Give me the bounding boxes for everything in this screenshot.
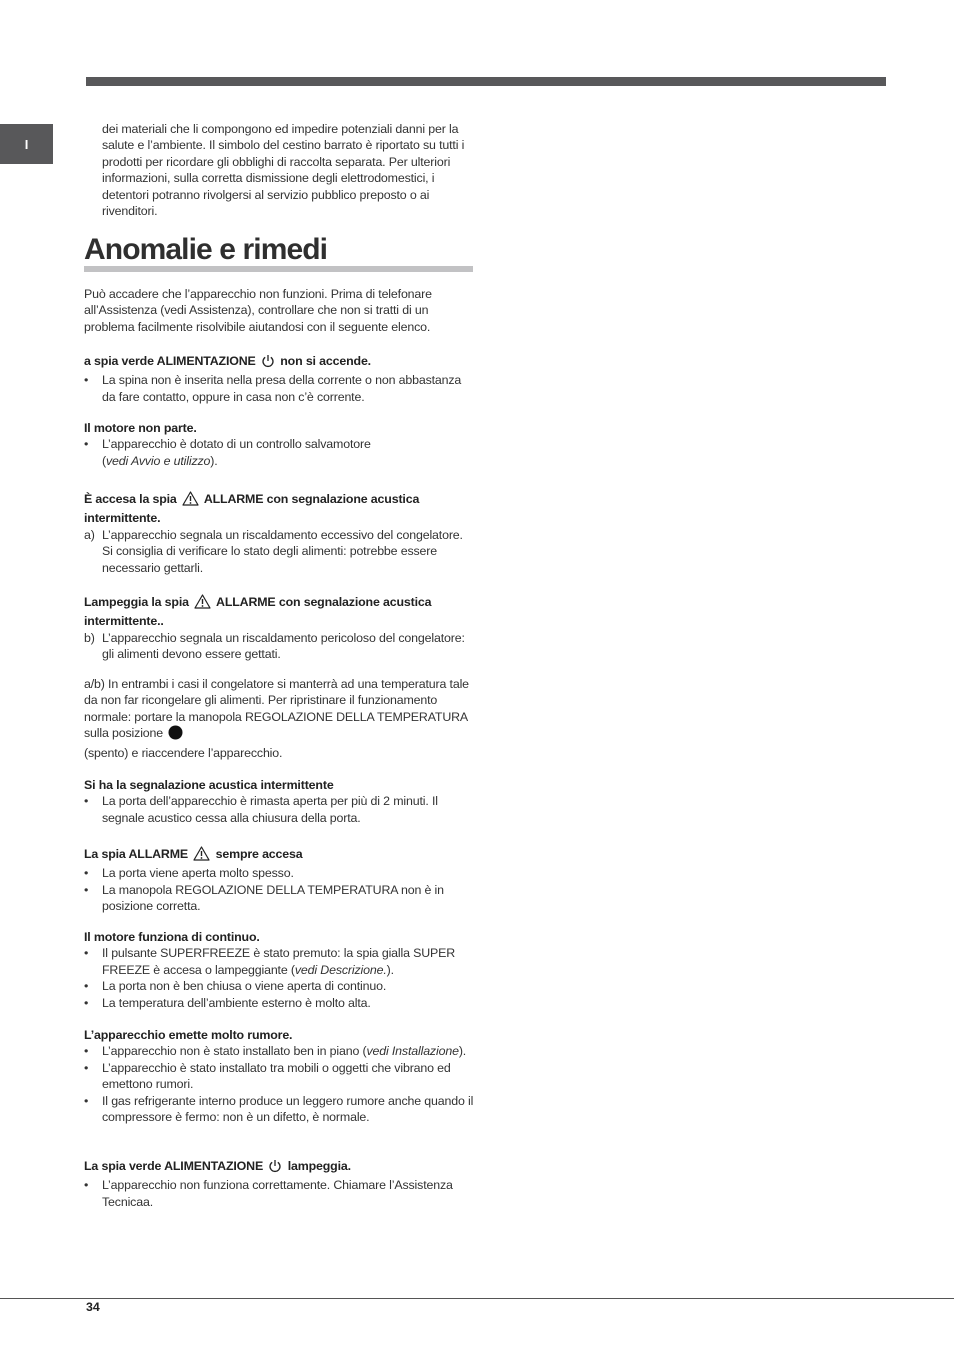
item-list: [84, 372, 476, 405]
item-text: (: [102, 453, 106, 468]
language-tab-label: I: [24, 136, 29, 152]
bullet-marker: •: [84, 1093, 89, 1108]
item-list: [84, 865, 476, 914]
item-text: L’apparecchio segnala un riscaldamento eccessivo del congelatore. Si consiglia di verificare lo stato degli alimenti: potrebbe essere necessario gettarli.: [102, 527, 463, 575]
list-item: [84, 978, 476, 994]
section-power-light-off: [84, 353, 476, 405]
list-item: [84, 1043, 476, 1059]
list-item: [84, 372, 476, 405]
list-item: [84, 865, 476, 881]
bullet-marker: •: [84, 373, 89, 388]
item-text: La porta viene aperta molto spesso.: [102, 866, 294, 881]
heading-text: lampeggia.: [287, 1159, 351, 1173]
off-position-dot-icon: [168, 725, 183, 744]
section-restore-note: [84, 676, 476, 761]
warning-icon: [194, 594, 211, 613]
item-marker: b): [84, 630, 95, 645]
page-title: Anomalie e rimedi: [84, 233, 328, 266]
section-heading: [84, 846, 476, 865]
note-text: (spento) e riaccendere l’apparecchio.: [84, 745, 283, 760]
warning-icon: [193, 846, 210, 865]
heading-text: ALLARME con segnalazione acustica intermittente.: [84, 492, 420, 526]
section-acoustic-signal: [84, 777, 476, 826]
list-item: [84, 527, 476, 576]
item-list: [84, 793, 476, 826]
item-text: La porta dell’apparecchio è rimasta aperta per più di 2 minuti. Il segnale acustico cessa alla chiusura della porta.: [102, 794, 438, 825]
cross-reference: vedi Installazione: [366, 1044, 459, 1059]
list-item: [84, 945, 476, 978]
page-number: 34: [86, 1300, 100, 1314]
bullet-marker: •: [84, 946, 89, 961]
warning-icon: [182, 491, 199, 510]
heading-text: La spia ALLARME: [84, 847, 188, 861]
item-text: ).: [386, 962, 394, 977]
bullet-marker: •: [84, 1178, 89, 1193]
section-heading: [84, 491, 476, 527]
item-list: [84, 436, 476, 469]
bullet-marker: •: [84, 882, 89, 897]
section-heading: Si ha la segnalazione acustica intermittente: [84, 778, 334, 792]
heading-text: sempre accesa: [215, 847, 303, 861]
lead-paragraph: Può accadere che l’apparecchio non funzioni. Prima di telefonare all’Assistenza (vedi Assistenza), controllare che non si tratti di un problema facilmente risolvibile aiutandosi con il seguente elenco.: [84, 287, 432, 334]
item-text: La porta non è ben chiusa o viene aperta di continuo.: [102, 979, 387, 994]
section-noise: [84, 1027, 476, 1125]
bullet-marker: •: [84, 979, 89, 994]
heading-text: a spia verde ALIMENTAZIONE: [84, 354, 256, 368]
footer-rule: [0, 1298, 954, 1299]
item-list: [84, 1043, 476, 1125]
note-paragraph: [84, 676, 476, 761]
item-list: [84, 945, 476, 1011]
section-heading: [84, 353, 476, 372]
section-heading: L’apparecchio emette molto rumore.: [84, 1028, 293, 1042]
item-text: L’apparecchio non è stato installato ben in piano (: [102, 1044, 367, 1059]
section-heading: [84, 594, 476, 630]
item-text: L’apparecchio segnala un riscaldamento pericoloso del congelatore: gli alimenti devono essere gettati.: [102, 630, 465, 662]
bullet-marker: •: [84, 1060, 89, 1075]
list-item: [84, 1093, 476, 1126]
list-item: [84, 995, 476, 1011]
header-bar: [86, 77, 886, 86]
item-list: [84, 1177, 476, 1210]
item-list: [84, 630, 476, 663]
section-alarm-flashing: [84, 594, 476, 663]
title-underline: [84, 266, 473, 272]
heading-text: non si accende.: [280, 354, 371, 368]
heading-text: È accesa la spia: [84, 492, 177, 506]
section-alarm-on: [84, 491, 476, 576]
section-motor-not-starting: [84, 420, 476, 469]
bullet-marker: •: [84, 1044, 89, 1059]
item-text: La temperatura dell’ambiente esterno è molto alta.: [102, 995, 371, 1010]
item-text: ).: [210, 453, 218, 468]
intro-paragraph: dei materiali che li compongono ed impedire potenziali danni per la salute e l’ambiente. Il simbolo del cestino barrato è riportato su tutti i prodotti per ricordare gli obblighi di raccolta separata. Per ulteriori informazioni, sulla corretta dismissione degli elettrodomestici, i detentori potranno rivolgersi al servizio pubblico preposto o ai rivenditori.: [102, 122, 465, 219]
bullet-marker: •: [84, 866, 89, 881]
bullet-marker: •: [84, 437, 89, 452]
section-heading: [84, 1158, 476, 1177]
list-item: [84, 436, 476, 469]
section-heading: Il motore non parte.: [84, 421, 197, 435]
item-text: L’apparecchio è dotato di un controllo salvamotore: [102, 437, 371, 452]
list-item: [84, 882, 476, 915]
section-alarm-always-on: [84, 846, 476, 915]
heading-text: La spia verde ALIMENTAZIONE: [84, 1159, 264, 1173]
item-text: L’apparecchio non funziona correttamente. Chiamare l’Assistenza Tecnicaa.: [102, 1178, 453, 1209]
list-item: [84, 630, 476, 663]
bullet-marker: •: [84, 995, 89, 1010]
list-item: [84, 793, 476, 826]
list-item: [84, 1060, 476, 1093]
item-text: La spina non è inserita nella presa della corrente o non abbastanza da fare contatto, oppure in casa non c’è corrente.: [102, 373, 462, 404]
item-marker: a): [84, 527, 95, 542]
list-item: [84, 1177, 476, 1210]
heading-text: ALLARME con segnalazione acustica intermittente..: [84, 595, 432, 629]
cross-reference: vedi Avvio e utilizzo: [105, 453, 211, 468]
item-text: Il gas refrigerante interno produce un leggero rumore anche quando il compressore è fermo: non è un difetto, è normale.: [102, 1093, 474, 1125]
language-tab: [0, 124, 53, 164]
note-text: a/b) In entrambi i casi il congelatore si manterrà ad una temperatura tale da non far ricongelare gli alimenti. Per ripristinare il funzionamento normale: portare la manopola REGOLAZIONE DELLA TEMPERATURA sulla posizione: [84, 677, 469, 741]
power-icon: [268, 1159, 282, 1177]
cross-reference: vedi Descrizione.: [294, 962, 387, 977]
power-icon: [261, 354, 275, 372]
item-text: Il pulsante SUPERFREEZE è stato premuto: la spia gialla SUPER FREEZE è accesa o lampeggiante (: [102, 946, 456, 977]
section-heading: Il motore funziona di continuo.: [84, 930, 260, 944]
item-text: La manopola REGOLAZIONE DELLA TEMPERATURA non è in posizione corretta.: [102, 882, 444, 914]
bullet-marker: •: [84, 794, 89, 809]
item-list: [84, 527, 476, 576]
section-power-light-flashing: [84, 1158, 476, 1210]
item-text: ).: [458, 1044, 467, 1059]
heading-text: Lampeggia la spia: [84, 595, 189, 609]
item-text: L’apparecchio è stato installato tra mobili o oggetti che vibrano ed emettono rumori.: [102, 1060, 451, 1092]
section-motor-continuous: [84, 929, 476, 1011]
